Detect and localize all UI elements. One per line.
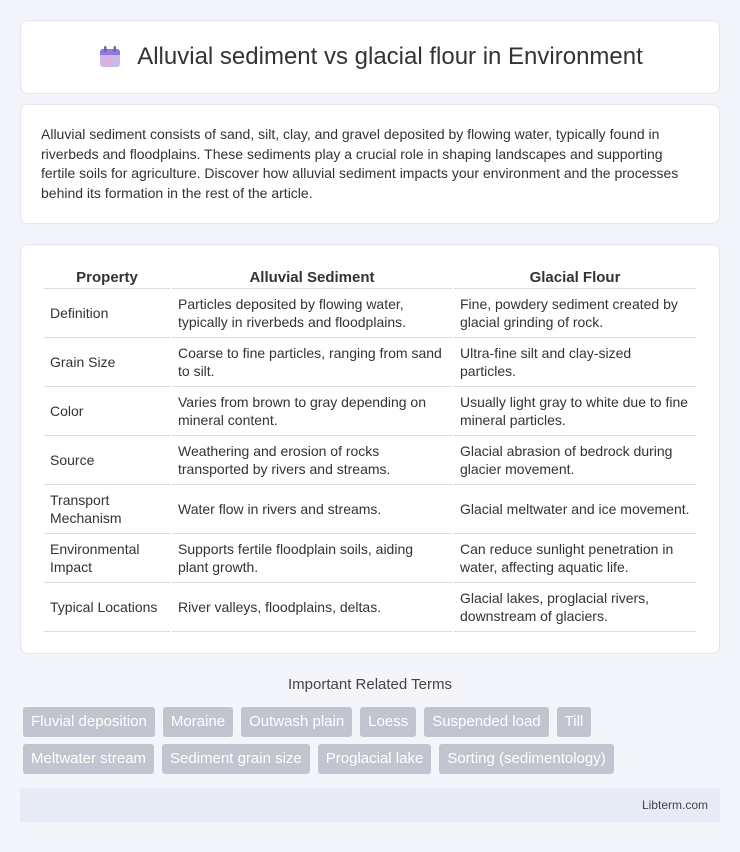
cell-alluvial: Water flow in rivers and streams.	[172, 485, 452, 534]
related-term-tag[interactable]: Loess	[360, 707, 416, 737]
intro-paragraph: Alluvial sediment consists of sand, silt, clay, and gravel deposited by flowing water, typically found in riverbeds and floodplains. These sediments play a crucial role in shaping landscapes and supporting fertile soils for agriculture. Discover how alluvial sediment impacts your environment and the processes behind its formation in the rest of the article.	[41, 126, 679, 201]
cell-glacial: Ultra-fine silt and clay-sized particles.	[454, 338, 696, 387]
related-term-tag[interactable]: Sediment grain size	[162, 744, 310, 774]
table-row	[44, 534, 696, 583]
cell-alluvial: Particles deposited by flowing water, typically in riverbeds and floodplains.	[172, 289, 452, 338]
table-row	[44, 583, 696, 632]
header-glacial: Glacial Flour	[454, 265, 696, 289]
cell-property: Environmental Impact	[44, 534, 170, 583]
calendar-icon	[97, 44, 123, 70]
cell-property: Definition	[44, 289, 170, 338]
related-term-tag[interactable]: Proglacial lake	[318, 744, 432, 774]
related-term-tag[interactable]: Fluvial deposition	[23, 707, 155, 737]
cell-property: Grain Size	[44, 338, 170, 387]
comparison-table	[42, 265, 698, 632]
title-card	[20, 20, 720, 94]
related-term-tag[interactable]: Meltwater stream	[23, 744, 154, 774]
related-term-tag[interactable]: Moraine	[163, 707, 233, 737]
cell-glacial: Glacial meltwater and ice movement.	[454, 485, 696, 534]
table-row	[44, 436, 696, 485]
intro-card	[20, 104, 720, 224]
cell-alluvial: Weathering and erosion of rocks transported by rivers and streams.	[172, 436, 452, 485]
table-row	[44, 387, 696, 436]
cell-property: Source	[44, 436, 170, 485]
related-term-tag[interactable]: Outwash plain	[241, 707, 352, 737]
cell-alluvial: Varies from brown to gray depending on mineral content.	[172, 387, 452, 436]
related-term-tag[interactable]: Sorting (sedimentology)	[439, 744, 613, 774]
page-title: Alluvial sediment vs glacial flour in Environment	[137, 43, 643, 70]
related-terms-title: Important Related Terms	[288, 676, 452, 693]
cell-alluvial: River valleys, floodplains, deltas.	[172, 583, 452, 632]
table-row	[44, 338, 696, 387]
header-property: Property	[44, 265, 170, 289]
related-terms-list	[23, 707, 723, 774]
table-header-row	[44, 265, 696, 289]
cell-property: Transport Mechanism	[44, 485, 170, 534]
cell-glacial: Glacial abrasion of bedrock during glacier movement.	[454, 436, 696, 485]
cell-property: Color	[44, 387, 170, 436]
cell-alluvial: Supports fertile floodplain soils, aiding plant growth.	[172, 534, 452, 583]
cell-glacial: Glacial lakes, proglacial rivers, downstream of glaciers.	[454, 583, 696, 632]
cell-glacial: Usually light gray to white due to fine mineral particles.	[454, 387, 696, 436]
cell-glacial: Fine, powdery sediment created by glacial grinding of rock.	[454, 289, 696, 338]
related-term-tag[interactable]: Suspended load	[424, 707, 548, 737]
header-alluvial: Alluvial Sediment	[172, 265, 452, 289]
table-row	[44, 485, 696, 534]
cell-property: Typical Locations	[44, 583, 170, 632]
cell-glacial: Can reduce sunlight penetration in water, affecting aquatic life.	[454, 534, 696, 583]
comparison-card	[20, 244, 720, 654]
table-row	[44, 289, 696, 338]
related-term-tag[interactable]: Till	[557, 707, 592, 737]
footer-brand-link[interactable]: Libterm.com	[641, 798, 708, 812]
cell-alluvial: Coarse to fine particles, ranging from sand to silt.	[172, 338, 452, 387]
footer	[20, 788, 720, 822]
